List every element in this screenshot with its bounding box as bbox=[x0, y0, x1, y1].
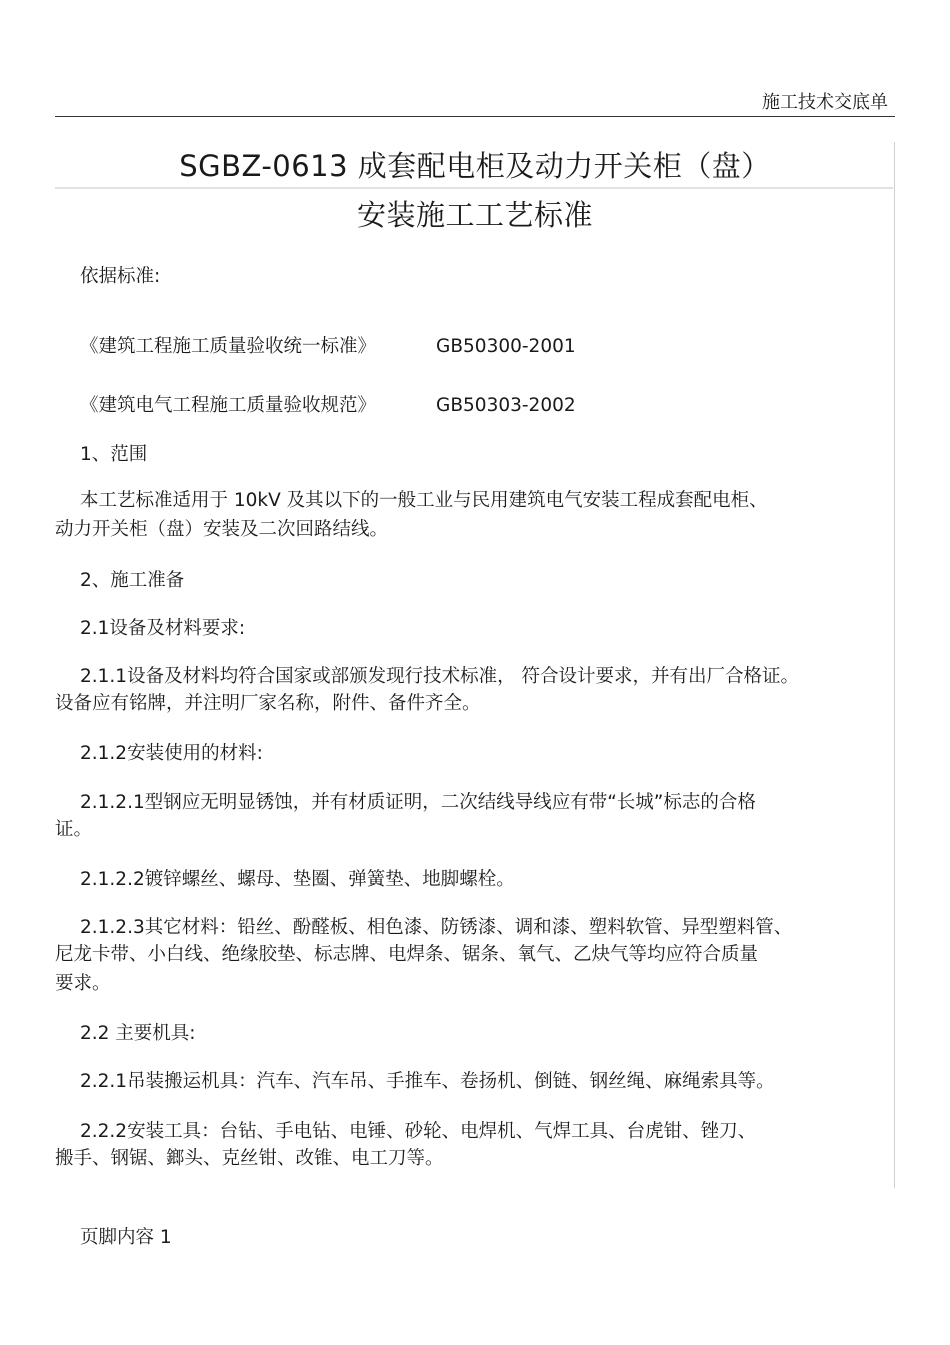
section-1-heading: 1、范围 bbox=[80, 444, 148, 465]
section-2-2-heading: 2.2 主要机具: bbox=[80, 1023, 196, 1044]
standard-2-code: GB50303-2002 bbox=[436, 395, 576, 416]
section-2-2-2-line-2: 搬手、钢锯、鎯头、克丝钳、改锥、电工刀等。 bbox=[55, 1148, 444, 1169]
section-2-2-1: 2.2.1吊装搬运机具：汽车、汽车吊、手推车、卷扬机、倒链、钢丝绳、麻绳索具等。 bbox=[80, 1071, 775, 1092]
section-2-1-heading: 2.1设备及材料要求: bbox=[80, 618, 246, 639]
section-2-1-1-line-2: 设备应有铭牌，并注明厂家名称，附件、备件齐全。 bbox=[55, 693, 481, 714]
section-2-1-2-heading: 2.1.2安装使用的材料: bbox=[80, 743, 263, 764]
page-footer: 页脚内容 1 bbox=[80, 1227, 172, 1248]
basis-label: 依据标准: bbox=[80, 266, 161, 287]
section-2-1-1-line-1: 2.1.1设备及材料均符合国家或部颁发现行技术标准， 符合设计要求，并有出厂合格证。 bbox=[80, 666, 799, 687]
section-1-paragraph-line-1: 本工艺标准适用于 10kV 及其以下的一般工业与民用建筑电气安装工程成套配电柜、 bbox=[80, 490, 768, 511]
section-2-1-2-3-line-2: 尼龙卡带、小白线、绝缘胶垫、标志牌、电焊条、锯条、氧气、乙炔气等均应符合质量 bbox=[55, 944, 759, 965]
document-title-line-2: 安装施工工艺标准 bbox=[356, 198, 593, 232]
section-1-paragraph-line-2: 动力开关柜（盘）安装及二次回路结线。 bbox=[55, 519, 389, 540]
section-2-1-2-3-line-3: 要求。 bbox=[55, 973, 111, 994]
section-2-1-2-1-line-2: 证。 bbox=[55, 819, 93, 840]
section-2-heading: 2、施工准备 bbox=[80, 570, 185, 591]
title-divider bbox=[55, 187, 893, 189]
section-2-2-2-line-1: 2.2.2安装工具：台钻、手电钻、电锤、砂轮、电焊机、气焊工具、台虎钳、锉刀、 bbox=[80, 1121, 757, 1142]
standard-1-name: 《建筑工程施工质量验收统一标准》 bbox=[80, 336, 377, 357]
section-2-1-2-1-line-1: 2.1.2.1型钢应无明显锈蚀，并有材质证明，二次结线导线应有带“长城”标志的合格 bbox=[80, 792, 756, 813]
section-2-1-2-3-line-1: 2.1.2.3其它材料：铅丝、酚醛板、相色漆、防锈漆、调和漆、塑料软管、异型塑料管、 bbox=[80, 917, 793, 938]
page-header-label: 施工技术交底单 bbox=[762, 92, 888, 113]
standard-1-code: GB50300-2001 bbox=[436, 336, 576, 357]
right-margin-rule bbox=[894, 142, 895, 1188]
section-2-1-2-2: 2.1.2.2镀锌螺丝、螺母、垫圈、弹簧垫、地脚螺栓。 bbox=[80, 869, 515, 890]
header-rule bbox=[55, 116, 895, 117]
standard-2-name: 《建筑电气工程施工质量验收规范》 bbox=[80, 395, 377, 416]
document-title-line-1: SGBZ-0613 成套配电柜及动力开关柜（盘） bbox=[179, 149, 771, 183]
